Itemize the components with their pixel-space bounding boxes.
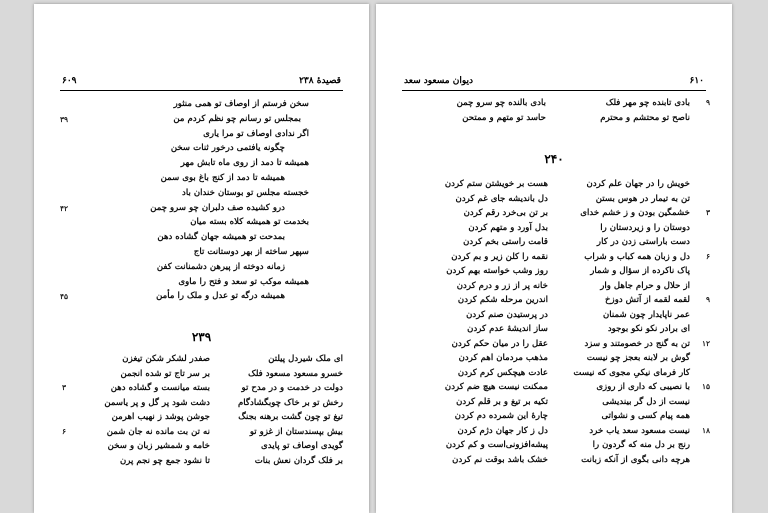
verse-line: دولت در خدمت و در مدح تو [241, 383, 343, 393]
verse-line: بر سر تاج تو شده انجمن [120, 368, 210, 379]
header-title: قصیدهٔ ۲۳۸ [299, 76, 341, 86]
verse-line: خجسته مجلس تو بوستان خندان باد [182, 187, 309, 198]
section-number: ۲۴۰ [544, 152, 564, 166]
page-header [62, 76, 341, 86]
verse-line: تا نشود جمع چو نجم پرن [119, 455, 210, 466]
verse-line: نیست از دل گر بیندیشی [602, 396, 690, 407]
verse-line: نقمه را کلن زیر و بم کردن [451, 251, 548, 262]
verse-line: نیست مسعود سعد یاب خرد [589, 425, 690, 436]
verse-line: دل ز کار جهان دژم کردن [457, 425, 548, 436]
poem-left-column [406, 96, 546, 125]
verse-line: ناصح تو محتشم و محترم [600, 112, 690, 123]
verse-line: تیغ تو چون گشت برهنه بجنگ [238, 412, 343, 422]
verse-line: دوستان را و زیردستان را [600, 222, 690, 233]
verse-line: خسرو مسعود مسعود فلک [248, 368, 343, 379]
verse-line: هرچه دانی بگوی از آنکه زبانت [581, 454, 690, 465]
verse-line: قامت راستی بخم کردن [463, 237, 548, 247]
verse-line: عقل را در میان حکم کردن [451, 338, 548, 349]
line-number: ۳ [705, 208, 710, 217]
verse-line: اگر ندادی اوصاف تو مرا یاری [203, 128, 309, 139]
verse-line: رنج بر دل منه که گردون را [592, 440, 690, 450]
verse-line: سپهر ساخته از بهر دوستانت تاج [193, 247, 309, 257]
verse-line: بمدحت تو همیشه جهان گشاده دهن [157, 232, 285, 243]
line-number: ۴۲ [60, 203, 69, 213]
line-number: ۶ [62, 426, 67, 436]
verse-line: صفدر لشکر شکن تیغزن [122, 354, 210, 364]
verse-line: ساز اندیشهٔ عدم کردن [467, 324, 548, 334]
verse-line: پیشه‌افزونی‌است و کم کردن [445, 440, 548, 450]
verse-line: هست بر خویشتن ستم کردن [444, 179, 548, 189]
poem-left-column [78, 352, 210, 468]
verse-line: ای برادر نکو نکو بوجود [607, 324, 690, 334]
verse-line: رخش تو بر خاک چوبگشادگام [237, 397, 343, 408]
verse-line: بر فلک گردان نعش بنات [254, 455, 343, 466]
line-number: ۱۲ [701, 338, 710, 348]
page-number: ۶۱۰ [689, 76, 704, 86]
poem-right-column [548, 177, 690, 467]
verse-line: خشک باشد بوقت نم کردن [452, 454, 548, 465]
line-number: ۹ [705, 295, 710, 304]
header-title: دیوان مسعود سعد [404, 76, 473, 86]
verse-line: همیشه تا دمد از روی ماه تابش مهر [180, 158, 309, 169]
verse-line: جوشن پوشد ز نهیب اهرمن [111, 412, 210, 422]
verse-line: همیشه درگه تو عدل و ملک را مأمن [156, 291, 285, 302]
verse-line: همیشه تا دمد از کنج باغ بوی سمن [160, 173, 285, 183]
verse-line: گوش بر لابنه بعجز چو نیست [586, 353, 690, 363]
verse-line: همیشه موکب تو سعد و فتح را ماوی [178, 276, 309, 287]
verse-line: همه پیام کسی و نشواتی [601, 411, 690, 421]
line-number: ۳ [62, 383, 67, 392]
poem-right-column [550, 96, 690, 125]
verse-line: بخدمت تو همیشه کلاه بسته میان [190, 217, 309, 228]
verse-line: گویدی اوصاف تو پایدی [261, 441, 343, 451]
verse-line: بر تن بی‌خرد رقم کردن [463, 208, 548, 218]
verse-line: از حلال و حرام جاهل وار [600, 280, 690, 291]
verse-line: بمجلس تو رسانم چو نظم کردم من [173, 113, 301, 124]
verse-line: خانه پر از زر و درم کردن [456, 280, 548, 291]
poem-right-column [203, 352, 343, 468]
verse-line: دل و زبان همه کباب و شراب [584, 251, 690, 262]
verse-line: بدل آورد و متهم کردن [468, 222, 548, 233]
verse-line: نه تن بت مانده نه جان شمن [106, 426, 210, 437]
verse-line: عادت هیچکس کرم کردن [457, 367, 548, 378]
line-number: ۴۵ [60, 292, 69, 302]
line-number: ۱۸ [701, 425, 710, 435]
verse-line: ممکنت نیست هیچ ضم کردن [444, 382, 548, 392]
page-header [404, 76, 704, 86]
verse-line: بیش بپسندستان از غزو تو [249, 426, 343, 437]
verse-line: تکیه بر تیغ و بر قلم کردن [456, 396, 548, 407]
verse-line: دل باندیشه جای غم کردن [455, 193, 548, 204]
verse-line: لقمه لقمه از آتش دوزخ [605, 295, 690, 305]
verse-line: خشمگین بودن و ز خشم خدای [580, 208, 690, 218]
header-rule [402, 90, 706, 91]
verse-line: سخن فرستم از اوصاف تو همی منثور [173, 99, 309, 109]
verse-line: بادی تابنده چو مهر فلک [605, 98, 690, 108]
verse-line: دست باراستی زدن در کار [596, 237, 690, 247]
verse-line: عمر ناپایدار چون شمنان [602, 309, 690, 320]
verse-line: حاسد تو متهم و ممتحن [462, 112, 546, 123]
verse-line: کار فرمای نیکیِ مجوی که نیست [573, 367, 690, 378]
poem-left-column [406, 177, 548, 467]
line-number: ۶ [705, 251, 710, 261]
verse-line: در پرستیدن صنم کردن [466, 309, 548, 320]
verse-line: خامه و شمشیر زبان و سخن [107, 441, 210, 451]
verse-line: ای ملک شیردل پیلتن [268, 354, 343, 364]
verse-line: دشت شود پر گل و پر یاسمن [104, 397, 210, 408]
page-609 [34, 4, 369, 513]
verse-line: تن به گنج در خصومتند و سزد [584, 338, 690, 349]
line-number: ۳۹ [60, 114, 69, 124]
verse-line: اندرین مرحله شکم کردن [457, 295, 548, 305]
verse-line: بادی بالنده چو سرو چمن [456, 98, 546, 108]
verse-line: مذهب مردمان اهم کردن [458, 353, 548, 363]
verse-line: چگونه یافتمی درخور ثنات سخن [170, 143, 285, 154]
header-rule [60, 90, 343, 91]
section-number: ۲۳۹ [191, 330, 212, 344]
page-610 [376, 4, 732, 513]
verse-line: پاک ناکرده از سؤال و شمار [590, 266, 690, 276]
verse-line: با نصیبی که داری از روزی [596, 382, 690, 392]
verse-line: خویش را در جهان علم کردن [586, 179, 690, 189]
verse-line: زمانه دوخته از پیرهن دشمنانت کفن [156, 261, 285, 272]
verse-line: روز وشب خواسته بهم کردن [446, 266, 548, 276]
verse-line: چارهٔ این شمرده دم کردن [454, 411, 548, 421]
verse-line: بسته میانست و گشاده دهن [110, 383, 210, 393]
verse-line: درو کشیده صف دلبران چو سرو چمن [150, 202, 285, 213]
verse-line: تن به تیمار در هوس بستن [595, 193, 690, 204]
line-number: ۹ [705, 98, 710, 107]
page-number: ۶۰۹ [62, 76, 77, 86]
line-number: ۱۵ [701, 382, 710, 391]
